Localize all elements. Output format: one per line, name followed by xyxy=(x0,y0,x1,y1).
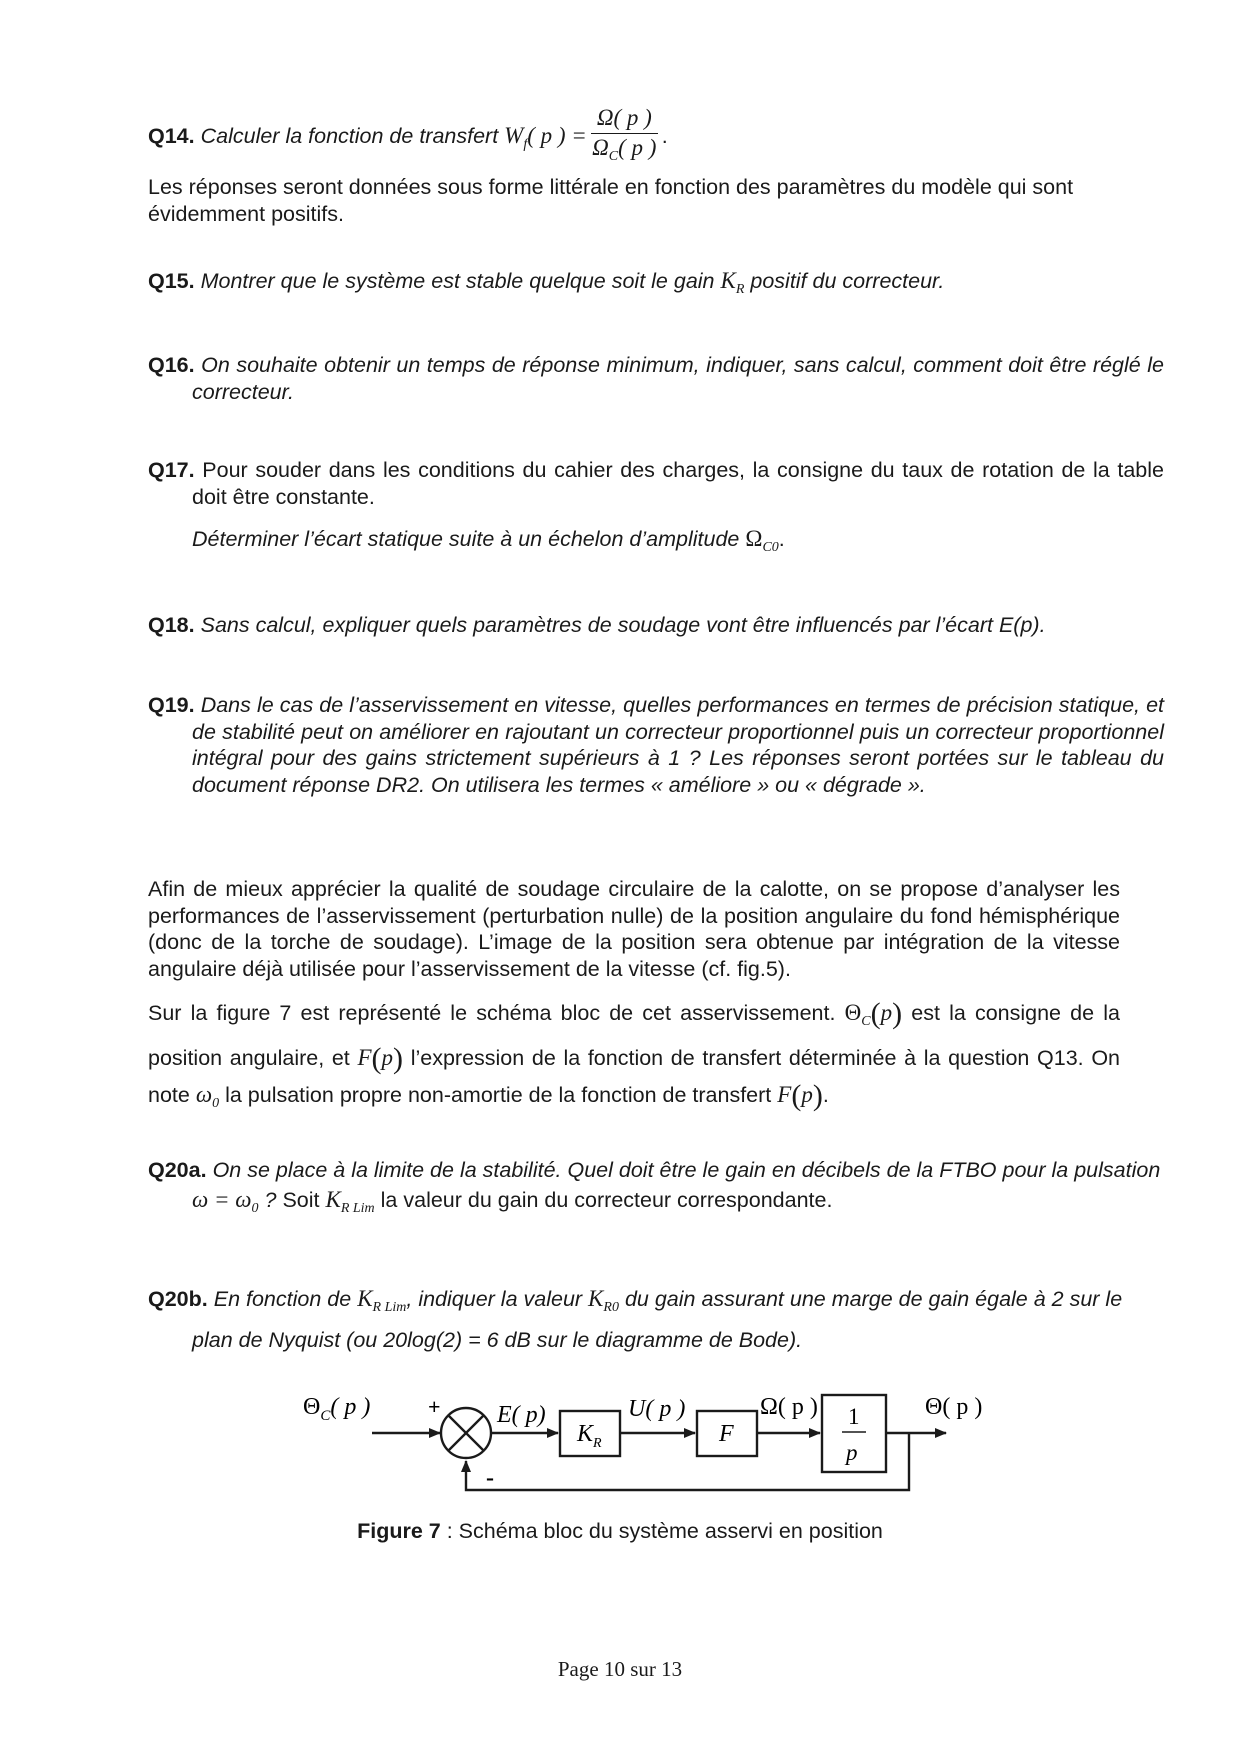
transfer-lhs: $W_f$( p ) = xyxy=(504,123,587,153)
summing-junction xyxy=(441,1408,491,1458)
feedback-line xyxy=(466,1433,909,1490)
block-diagram xyxy=(0,1380,1240,1505)
question-q19: Q19. Dans le cas de l’asservissement en vitesse, quelles performances en termes de précision statique, et de stabilité peut on améliorer en rajoutant un correcteur proportionnel puis un correcteur proportionnel intégral pour des gains strictement supérieurs à 1 ? Les réponses seront portées sur le tableau du document réponse DR2. On utilisera les termes « améliore » ou « dégrade ». xyxy=(148,693,1165,797)
error-label: E( p) xyxy=(497,1402,546,1428)
question-q20b: Q20b. En fonction de $K_{R Lim}$, indiquer la valeur $K_{R0}$ du gain assurant une marge de gain égale à 2 sur le plan de Nyquist (ou 20log(2) = 6 dB sur le diagramme de Bode). xyxy=(148,1286,1123,1352)
question-label: Q19. xyxy=(148,693,195,717)
u-label: U( p ) xyxy=(628,1396,686,1422)
input-label: $\Theta_C$( p ) xyxy=(303,1394,371,1424)
question-label: Q20a. xyxy=(148,1158,207,1182)
question-label: Q14. xyxy=(148,124,195,149)
f-label: F xyxy=(719,1421,734,1447)
question-q16: Q16. On souhaite obtenir un temps de réponse minimum, indiquer, sans calcul, comment doit être réglé le correcteur. xyxy=(148,353,1164,404)
question-q17-sub: Déterminer l’écart statique suite à un échelon d’amplitude $\Omega_{C0}$. xyxy=(192,526,785,555)
question-label: Q16. xyxy=(148,353,195,377)
intro-paragraph-1: Afin de mieux apprécier la qualité de soudage circulaire de la calotte, on se propose d’analyser les performances de l’asservissement (perturbation nulle) de la position angulaire du fond hémisphérique (donc de la torche de soudage). L’image de la position sera obtenue par intégration de la vitesse angulaire déjà utilisée pour l’asservissement de la vitesse (cf. fig.5). xyxy=(148,877,1120,981)
question-q17: Q17. Pour souder dans les conditions du cahier des charges, la consigne du taux de rotation de la table doit être constante. xyxy=(148,458,1164,509)
integrator-numerator: 1 xyxy=(848,1404,860,1429)
question-q15: Q15. Montrer que le système est stable quelque soit le gain $K_R$ positif du correcteur. xyxy=(148,268,945,297)
plus-sign: + xyxy=(428,1394,441,1419)
question-text: Calculer la fonction de transfert xyxy=(200,124,499,149)
q14-note: Les réponses seront données sous forme littérale en fonction des paramètres du modèle qui sont évidemment positifs. xyxy=(148,175,1074,226)
step-amplitude-symbol: $\Omega_{C0}$ xyxy=(745,526,779,555)
question-label: Q20b. xyxy=(148,1287,208,1311)
transfer-fraction: $\frac{\Omega( p )}{\Omega_C( p )}$ xyxy=(592,105,657,164)
gain-symbol: $K_R$ xyxy=(720,268,745,297)
question-label: Q17. xyxy=(148,458,195,482)
question-label: Q15. xyxy=(148,269,195,293)
question-label: Q18. xyxy=(148,613,195,637)
output-label: Θ( p ) xyxy=(925,1394,983,1420)
question-q18: Q18. Sans calcul, expliquer quels paramètres de soudage vont être influencés par l’écart E(p). xyxy=(148,613,1046,637)
page-footer: Page 10 sur 13 xyxy=(557,1657,683,1681)
gain-label: $K_R$ xyxy=(577,1421,602,1451)
omega-label: Ω( p ) xyxy=(760,1394,818,1420)
minus-sign: - xyxy=(486,1465,494,1491)
question-q20a: Q20a. On se place à la limite de la stabilité. Quel doit être le gain en décibels de la FTBO pour la pulsation $\omega = \omega_0$ ? Soit $K_{R Lim}$ la valeur du gain du correcteur correspondante. xyxy=(148,1158,1161,1216)
figure-caption: Figure 7 : Schéma bloc du système asservi en position xyxy=(357,1519,883,1543)
question-q14: Q14. Calculer la fonction de transfert $W_f$( p ) = $\frac{\Omega( p )}{\Omega_C( p )}$ . xyxy=(148,105,1120,170)
intro-paragraph-2: Sur la figure 7 est représenté le schéma bloc de cet asservissement. $\Theta_C(p)$ est la consigne de la position angulaire, et F(p) l’expression de la fonction de transfert déterminée à la question Q13. On note $\omega_0$ la pulsation propre non-amortie de la fonction de transfert F(p). xyxy=(148,997,1120,1112)
integrator-denominator: p xyxy=(846,1440,858,1465)
